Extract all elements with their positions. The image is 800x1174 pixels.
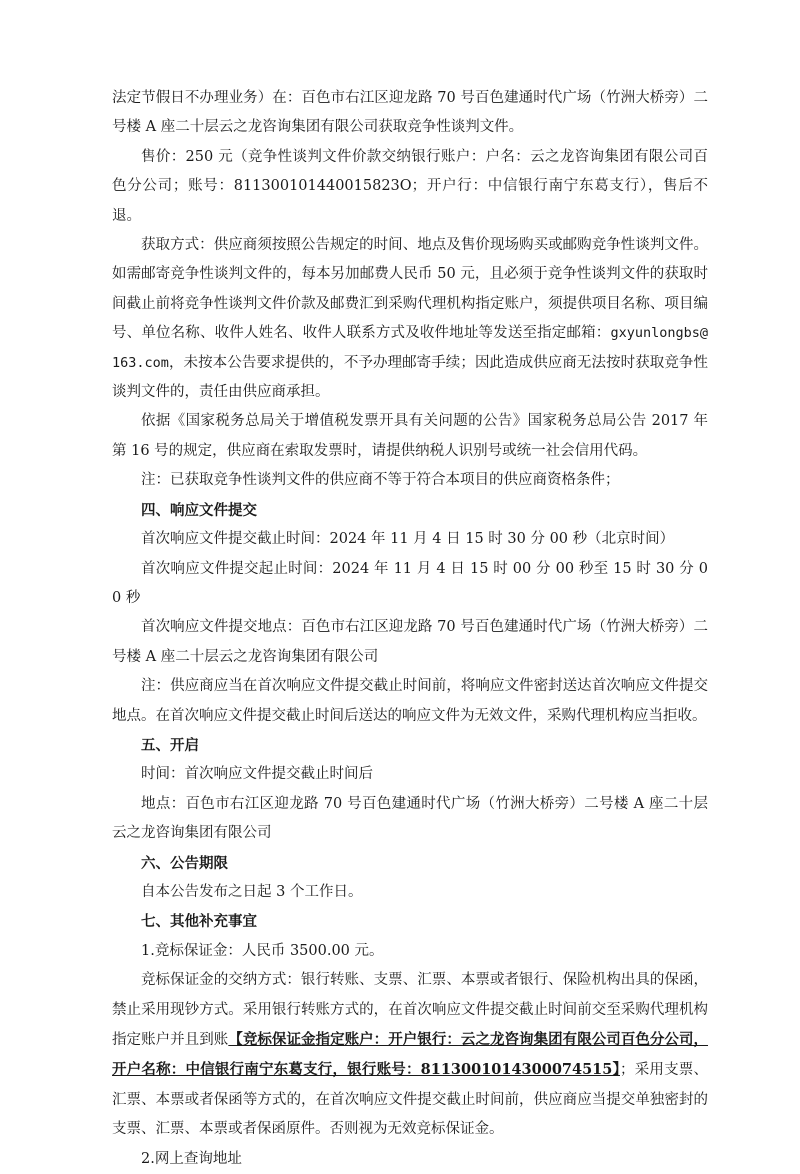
paragraph-submission-deadline: 首次响应文件提交截止时间：2024 年 11 月 4 日 15 时 30 分 00 秒（北京时间） (141, 531, 675, 548)
section-heading-submission: 四、响应文件提交 (141, 501, 257, 519)
paragraph-acquire-method (112, 231, 708, 407)
paragraph-deposit-method (112, 966, 708, 1144)
deposit-account-info: 【竞标保证金指定账户：开户银行：云之龙咨询集团有限公司百色分公司，开户名称：中信银行南宁东葛支行，银行账号：8113001014300074515】 (112, 1031, 709, 1079)
paragraph-online-query: 2.网上查询地址 (141, 1150, 242, 1167)
email-address: gxyunlongbs@163.com (112, 325, 708, 371)
section-heading-opening: 五、开启 (141, 736, 199, 754)
paragraph-opening-time: 时间：首次响应文件提交截止时间后 (141, 766, 373, 783)
paragraph-opening-location: 地点：百色市右江区迎龙路 70 号百色建通时代广场（竹洲大桥旁）二号楼 A 座二十层云之龙咨询集团有限公司 (112, 795, 708, 842)
paragraph-deposit-amount: 1.竞标保证金：人民币 3500.00 元。 (141, 942, 384, 959)
paragraph-note-qualification: 注：已获取竞争性谈判文件的供应商不等于符合本项目的供应商资格条件； (141, 472, 620, 489)
paragraph-submission-note: 注：供应商应当在首次响应文件提交截止时间前，将响应文件密封送达首次响应文件提交地点。在首次响应文件提交截止时间后送达的响应文件为无效文件，采购代理机构应当拒收。 (112, 678, 708, 724)
deposit-method-text-2: ；采用支票、汇票、本票或者保函等方式的，在首次响应文件提交截止时间前，供应商应当提交单独密封的支票、汇票、本票或者保函原件。否则视为无效竞标保证金。 (112, 1062, 708, 1138)
paragraph-submission-window: 首次响应文件提交起止时间：2024 年 11 月 4 日 15 时 00 分 00 秒至 15 时 30 分 00 秒 (112, 560, 708, 606)
deposit-method-text: 竞标保证金的交纳方式：银行转账、支票、汇票、本票或者银行、保险机构出具的保函，禁止采用现钞方式。采用银行转账方式的，在首次响应文件提交截止时间前交至采购代理机构指定账户并且到账 (112, 972, 708, 1048)
section-heading-other: 七、其他补充事宜 (141, 913, 257, 931)
paragraph-submission-location: 首次响应文件提交地点：百色市右江区迎龙路 70 号百色建通时代广场（竹洲大桥旁）二号楼 A 座二十层云之龙咨询集团有限公司 (112, 619, 708, 665)
acquire-method-text-2: ，未按本公告要求提供的，不予办理邮寄手续；因此造成供应商无法按时获取竞争性谈判文件的，责任由供应商承担。 (112, 354, 708, 401)
paragraph-price: 售价：250 元（竞争性谈判文件价款交纳银行账户：户名：云之龙咨询集团有限公司百色分公司；账号：811300101440015823O；开户行：中信银行南宁东葛支行），售后不退。 (112, 148, 708, 224)
paragraph-notice-period: 自本公告发布之日起 3 个工作日。 (141, 883, 363, 900)
acquire-method-text: 获取方式：供应商须按照公告规定的时间、地点及售价现场购买或邮购竞争性谈判文件。如需邮寄竞争性谈判文件的，每本另加邮费人民币 50 元，且必须于竞争性谈判文件的获取时间截止前将竞争性谈判文件价款及邮费汇到采购代理机构指定账户，须提供项目名称、项目编号、单位名称、收件人姓名、收件人联系方式及收件地址等发送至指定邮箱： (112, 237, 708, 342)
paragraph-invoice: 依据《国家税务总局关于增值税发票开具有关问题的公告》国家税务总局公告 2017 年第 16 号的规定，供应商在索取发票时，请提供纳税人识别号或统一社会信用代码。 (112, 413, 708, 459)
section-heading-notice-period: 六、公告期限 (141, 854, 228, 872)
paragraph-acquire-location: 法定节假日不办理业务）在：百色市右江区迎龙路 70 号百色建通时代广场（竹洲大桥旁）二号楼 A 座二十层云之龙咨询集团有限公司获取竞争性谈判文件。 (112, 90, 708, 136)
